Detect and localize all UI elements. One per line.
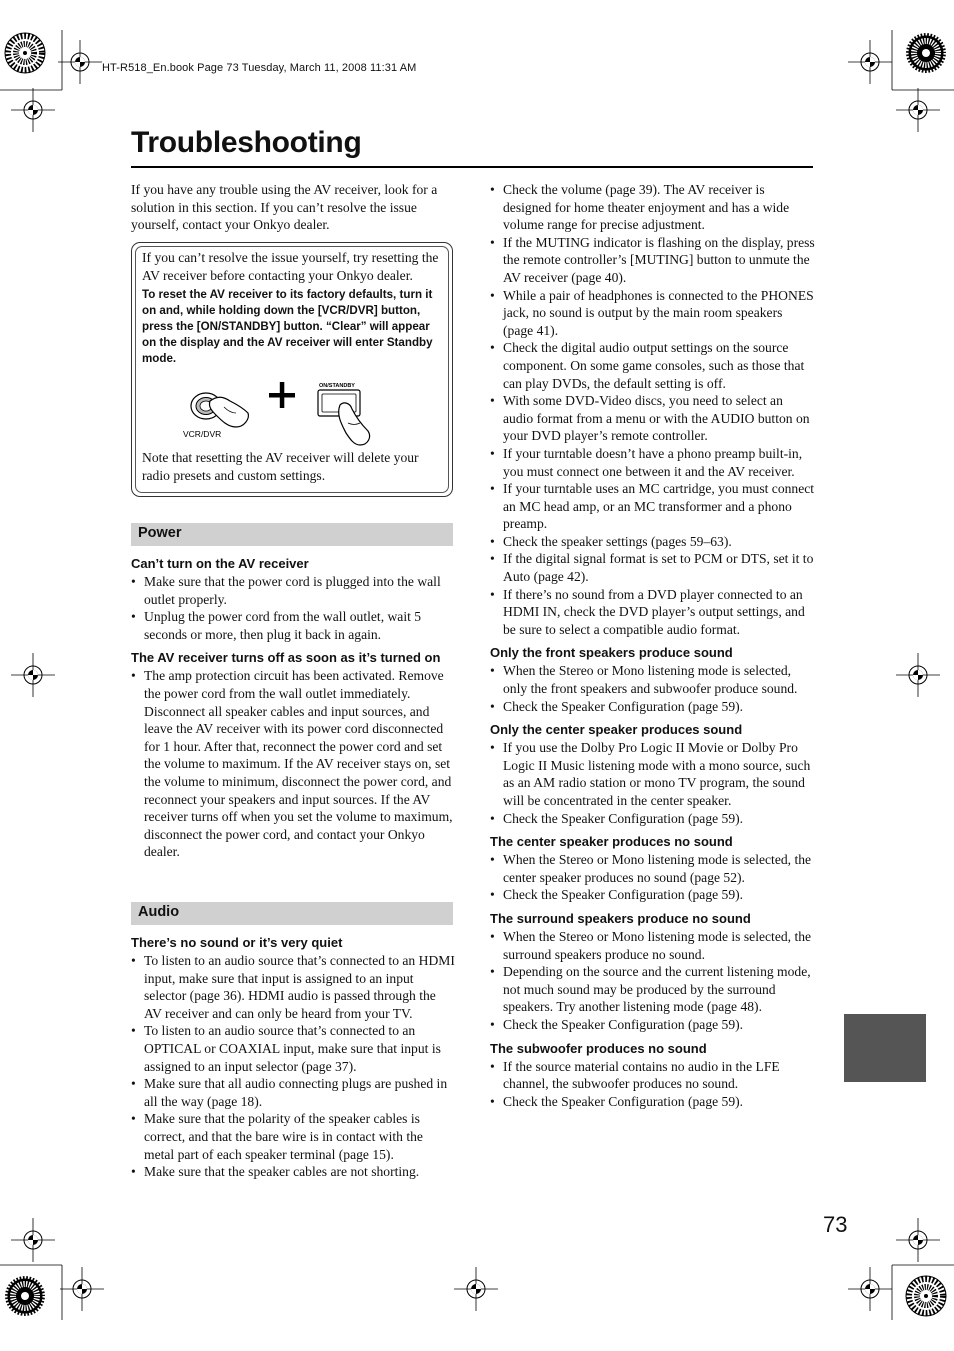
vcr-dvr-button-icon: [191, 393, 248, 427]
list-item: • If your turntable doesn’t have a phono preamp built-in, you must connect one between it and the AV receiver.: [490, 445, 815, 480]
section-power: [131, 523, 453, 546]
list-item: • If the digital signal format is set to PCM or DTS, set it to Auto (page 42).: [490, 550, 815, 585]
audio-sub3-list: [490, 739, 815, 827]
audio-sub1-list-left: [131, 952, 455, 1181]
audio-sub5-heading: The surround speakers produce no sound: [490, 910, 751, 926]
reset-note-text: If you can’t resolve the issue yourself, try resetting the AV receiver before contacting your Onkyo dealer.: [142, 250, 439, 283]
intro-paragraph: If you have any trouble using the AV receiver, look for a solution in this section. If you can’t resolve the issue yourself, contact your Onkyo dealer.: [131, 182, 438, 233]
audio-sub1-heading: There’s no sound or it’s very quiet: [131, 935, 343, 950]
audio-sub4-list: [490, 851, 815, 904]
audio-sub1-list-right: [490, 181, 815, 638]
section-power-title: Power: [138, 525, 182, 541]
section-audio: [131, 902, 453, 925]
file-header: HT-R518_En.book Page 73 Tuesday, March 11, 2008 11:31 AM: [102, 62, 417, 74]
list-item: • Check the Speaker Configuration (page 59).: [490, 1016, 815, 1034]
on-standby-button-icon: [318, 383, 370, 445]
section-audio-title: Audio: [138, 904, 180, 920]
list-item: • Check the Speaker Configuration (page 59).: [490, 886, 815, 904]
list-item: • Check the Speaker Configuration (page 59).: [490, 1093, 815, 1111]
on-standby-label: ON/STANDBY: [319, 383, 355, 389]
list-item: • The amp protection circuit has been activated. Remove the power cord from the wall outlet immediately. Disconnect all speaker cables and input sources, and leave the AV receiver with its power cord disconnected for 1 hour. After that, reconnect the power cord and set the volume to maximum. If the AV receiver stays on, set the volume to minimum, disconnect the power cord, and reconnect your speakers and input sources. If the AV receiver turns off when you set the volume to maximum, disconnect the power cord, and contact your Onkyo dealer.: [131, 667, 455, 861]
vcr-dvr-label: VCR/DVR: [183, 429, 222, 439]
audio-sub2-list: [490, 662, 815, 715]
list-item: • When the Stereo or Mono listening mode is selected, the surround speakers produce no sound.: [490, 928, 815, 963]
page-title: Troubleshooting: [131, 126, 362, 159]
list-item: • Check the Speaker Configuration (page 59).: [490, 698, 815, 716]
power-content: [131, 555, 455, 861]
list-item: • Check the volume (page 39). The AV receiver is designed for home theater enjoyment and has a wide volume range for precise adjustment.: [490, 181, 815, 234]
title-rule: [131, 166, 813, 168]
list-item: • Check the digital audio output settings on the source component. On some game consoles, such as those that can play DVDs, the default setting is off.: [490, 339, 815, 392]
list-item: • Unplug the power cord from the wall outlet, wait 5 seconds or more, then plug it back in again.: [131, 608, 455, 643]
list-item: • Depending on the source and the current listening mode, not much sound may be produced by the surround speakers. Try another listening mode (page 48).: [490, 963, 815, 1016]
audio-sub3-heading: Only the center speaker produces sound: [490, 722, 743, 738]
audio-content-right: [490, 181, 815, 1110]
list-item: • While a pair of headphones is connected to the PHONES jack, no sound is output by the main room speakers (page 41).: [490, 287, 815, 340]
list-item: • If the MUTING indicator is flashing on the display, press the remote controller’s [MUTING] button to unmute the AV receiver (page 40).: [490, 234, 815, 287]
list-item: • If you use the Dolby Pro Logic II Movie or Dolby Pro Logic II Music listening mode with a mono source, such as an AM radio station or mono TV program, the sound will be concentrated in the center speaker.: [490, 739, 815, 809]
list-item: • To listen to an audio source that’s connected to an HDMI input, make sure that input is assigned to an input selector (page 36). HDMI audio is passed through the AV receiver and can only be heard from your TV.: [131, 952, 455, 1022]
page-number: 73: [823, 1212, 848, 1237]
power-sub1-heading: Can’t turn on the AV receiver: [131, 556, 309, 571]
list-item: • Make sure that all audio connecting plugs are pushed in all the way (page 18).: [131, 1075, 455, 1110]
plus-icon: [269, 382, 295, 408]
audio-content-left: [131, 934, 455, 1181]
power-sub1-list: [131, 573, 455, 643]
list-item: • If the source material contains no audio in the LFE channel, the subwoofer produces no sound.: [490, 1058, 815, 1093]
power-sub2-heading: The AV receiver turns off as soon as it’s turned on: [131, 650, 441, 666]
list-item: • When the Stereo or Mono listening mode is selected, the center speaker produces no sound (page 52).: [490, 851, 815, 886]
audio-sub4-heading: The center speaker produces no sound: [490, 834, 733, 850]
list-item: • With some DVD-Video discs, you need to select an audio format from a menu or with the AUDIO button on your DVD player’s remote controller.: [490, 392, 815, 445]
list-item: • Make sure that the power cord is plugged into the wall outlet properly.: [131, 573, 455, 608]
audio-sub6-heading: The subwoofer produces no sound: [490, 1040, 707, 1056]
power-sub2-list: [131, 667, 455, 861]
chapter-side-tab: [844, 1014, 926, 1082]
list-item: • When the Stereo or Mono listening mode is selected, only the front speakers and subwoofer produce sound.: [490, 662, 815, 697]
list-item: • If there’s no sound from a DVD player connected to an HDMI IN, check the DVD player’s output settings, and be sure to select a compatible audio format.: [490, 586, 815, 639]
audio-sub5-list: [490, 928, 815, 1034]
reset-illustration: [172, 379, 402, 447]
list-item: • To listen to an audio source that’s connected to an OPTICAL or COAXIAL input, make sure that input is assigned to an input selector (page 37).: [131, 1022, 455, 1075]
list-item: • Make sure that the speaker cables are not shorting.: [131, 1163, 455, 1181]
reset-note-box: [131, 242, 453, 497]
list-item: • Check the Speaker Configuration (page 59).: [490, 810, 815, 828]
list-item: • If your turntable uses an MC cartridge, you must connect an MC head amp, or an MC transformer and a phono preamp.: [490, 480, 815, 533]
audio-sub2-heading: Only the front speakers produce sound: [490, 645, 733, 661]
reset-instructions: To reset the AV receiver to its factory defaults, turn it on and, while holding down the [VCR/DVR] button, press the [ON/STANDBY] button. “Clear” will appear on the display and the AV receiver will enter Standby mode.: [142, 288, 433, 365]
audio-sub6-list: [490, 1058, 815, 1111]
list-item: • Check the speaker settings (pages 59–63).: [490, 533, 815, 551]
reset-warning: Note that resetting the AV receiver will delete your radio presets and custom settings.: [142, 450, 419, 483]
list-item: • Make sure that the polarity of the speaker cables is correct, and that the bare wire is in contact with the metal part of each speaker terminal (page 15).: [131, 1110, 455, 1163]
